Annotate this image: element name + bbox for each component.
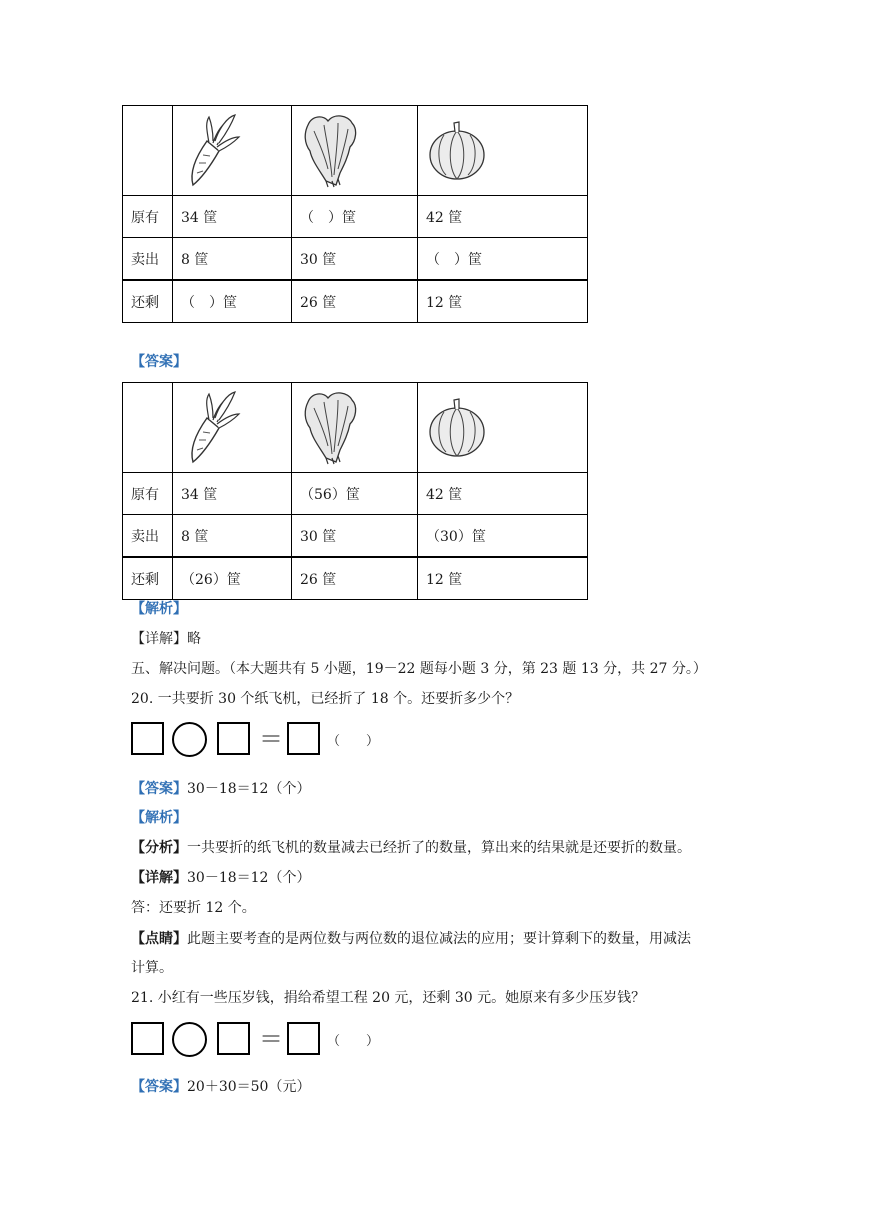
question-table — [122, 105, 588, 323]
answer-box — [131, 722, 164, 755]
answer-text: 30－18＝12（个） — [187, 781, 311, 797]
carrot-cell: 8 筐 — [173, 238, 292, 281]
carrot-cell: （26）筐 — [173, 557, 292, 600]
carrot-cell: 34 筐 — [173, 196, 292, 238]
answer-box — [217, 1022, 250, 1055]
answer-tag: 【答案】 — [131, 781, 187, 797]
detail-text: 30－18＝12（个） — [187, 870, 311, 886]
answer-box — [287, 722, 320, 755]
row-label: 原有 — [123, 473, 173, 515]
carrot-icon — [179, 388, 249, 468]
unit-paren: （ ） — [327, 734, 380, 749]
operator-circle — [172, 722, 207, 757]
point-text: 此题主要考查的是两位数与两位数的退位减法的应用；要计算剩下的数量，用减法 — [187, 931, 691, 947]
cabbage-icon — [298, 388, 368, 468]
cabbage-cell: 30 筐 — [292, 515, 418, 558]
cabbage-cell: （56）筐 — [292, 473, 418, 515]
cabbage-cell: 30 筐 — [292, 238, 418, 281]
row-label: 还剩 — [123, 280, 173, 323]
answer-line-21 — [131, 1077, 310, 1097]
answer-table — [122, 382, 588, 600]
operator-circle — [172, 1022, 207, 1057]
pumpkin-cell: 12 筐 — [418, 280, 588, 323]
analysis-tag: 【解析】 — [131, 601, 187, 617]
pumpkin-cell: 42 筐 — [418, 473, 588, 515]
equation-boxes-21 — [131, 1022, 391, 1058]
point-tag: 【点睛】 — [131, 931, 187, 947]
question-21: 21. 小红有一些压岁钱，捐给希望工程 20 元，还剩 30 元。她原来有多少压岁钱？ — [131, 990, 646, 1006]
section-heading: 五、解决问题。（本大题共有 5 小题，19－22 题每小题 3 分，第 23 题 13 分，共 27 分。） — [131, 661, 707, 677]
carrot-cell: （ ）筐 — [173, 280, 292, 323]
pumpkin-cell: （ ）筐 — [418, 238, 588, 281]
answer-box — [287, 1022, 320, 1055]
detail-tag: 【详解】 — [131, 870, 187, 886]
answer-tag: 【答案】 — [131, 1079, 187, 1095]
cabbage-cell: 26 筐 — [292, 280, 418, 323]
fenxi-text: 一共要折的纸飞机的数量减去已经折了的数量，算出来的结果就是还要折的数量。 — [187, 840, 691, 856]
row-label: 卖出 — [123, 238, 173, 281]
pumpkin-icon — [424, 388, 494, 468]
answer-text: 20＋30＝50（元） — [187, 1079, 311, 1095]
carrot-icon — [179, 111, 249, 191]
reply-line: 答：还要折 12 个。 — [131, 900, 256, 916]
row-label: 原有 — [123, 196, 173, 238]
pumpkin-cell: 42 筐 — [418, 196, 588, 238]
answer-line-20 — [131, 779, 310, 799]
row-label: 还剩 — [123, 557, 173, 600]
answer-box — [131, 1022, 164, 1055]
question-20: 20. 一共要折 30 个纸飞机，已经折了 18 个。还要折多少个？ — [131, 691, 520, 707]
detail-line: 【详解】略 — [131, 631, 201, 647]
pumpkin-cell: （30）筐 — [418, 515, 588, 558]
answer-tag: 【答案】 — [131, 354, 187, 370]
pumpkin-icon — [424, 111, 494, 191]
equals-sign: ＝ — [259, 1025, 283, 1053]
row-label: 卖出 — [123, 515, 173, 558]
equation-boxes-20 — [131, 722, 391, 758]
answer-box — [217, 722, 250, 755]
analysis-tag: 【解析】 — [131, 810, 187, 826]
point-line-cont: 计算。 — [131, 960, 173, 976]
fenxi-line — [131, 838, 691, 858]
cabbage-cell: （ ）筐 — [292, 196, 418, 238]
unit-paren: （ ） — [327, 1034, 380, 1049]
carrot-cell: 34 筐 — [173, 473, 292, 515]
cabbage-cell: 26 筐 — [292, 557, 418, 600]
cabbage-icon — [298, 111, 368, 191]
carrot-cell: 8 筐 — [173, 515, 292, 558]
detail-line — [131, 868, 310, 888]
point-line — [131, 929, 691, 949]
fenxi-tag: 【分析】 — [131, 840, 187, 856]
pumpkin-cell: 12 筐 — [418, 557, 588, 600]
equals-sign: ＝ — [259, 725, 283, 753]
